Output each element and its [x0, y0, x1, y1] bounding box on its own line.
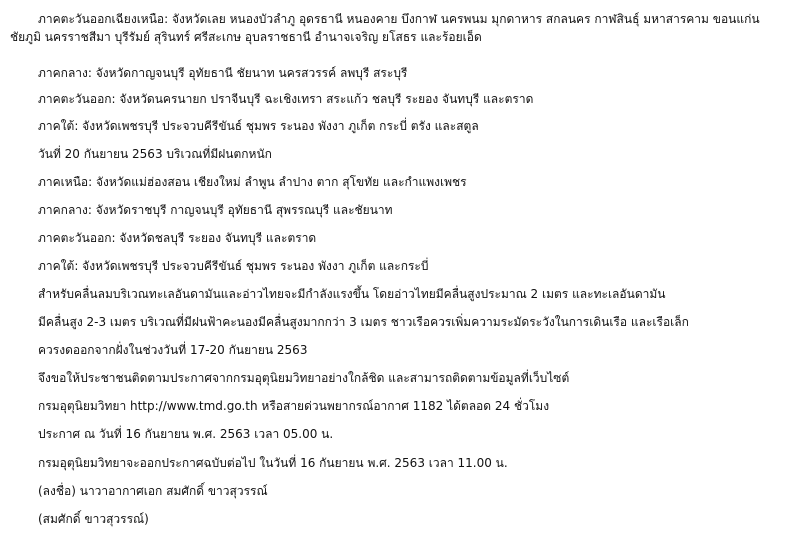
sea-wave-line-1: สำหรับคลื่นลมบริเวณทะเลอันดามันและอ่าวไทยจะมีกำลังแรงขึ้น โดยอ่าวไทยมีคลื่นสูงประมาณ 2 เมตร และทะเลอันดามัน: [38, 287, 666, 301]
region-northeast-paragraph: ภาคตะวันออกเฉียงเหนือ: จังหวัดเลย หนองบัวลำภู อุดรธานี หนองคาย บึงกาฬ นครพนม มุกดาหาร สกลนคร กาฬสินธุ์ มหาสารคาม ขอนแก่น ชัยภูมิ นครราชสีมา บุรีรัมย์ สุรินทร์ ศรีสะเกษ อุบลราชธานี อำนาจเจริญ ยโสธร และร้อยเอ็ด: [10, 12, 760, 44]
signatory-name-line: (สมศักดิ์ ขาวสุวรรณ์): [38, 512, 149, 526]
tmd-contact-line: กรมอุตุนิยมวิทยา http://www.tmd.go.th หรือสายด่วนพยากรณ์อากาศ 1182 ได้ตลอด 24 ชั่วโมง: [38, 399, 550, 413]
announcement-date-line: ประกาศ ณ วันที่ 16 กันยายน พ.ศ. 2563 เวลา 05.00 น.: [38, 427, 334, 441]
region-east-line-2: ภาคตะวันออก: จังหวัดชลบุรี ระยอง จันทบุรี และตราด: [38, 231, 317, 245]
region-south-line: ภาคใต้: จังหวัดเพชรบุรี ประจวบคีรีขันธ์ ชุมพร ระนอง พังงา ภูเก็ต กระบี่ ตรัง และสตูล: [38, 119, 479, 133]
region-south-line-2: ภาคใต้: จังหวัดเพชรบุรี ประจวบคีรีขันธ์ ชุมพร ระนอง พังงา ภูเก็ต และกระบี่: [38, 259, 429, 273]
sea-wave-line-2: มีคลื่นสูง 2-3 เมตร บริเวณที่มีฝนฟ้าคะนองมีคลื่นสูงมากกว่า 3 เมตร ชาวเรือควรเพิ่มความระมัดระวังในการเดินเรือ และเรือเล็ก: [38, 315, 689, 329]
region-north-line: ภาคเหนือ: จังหวัดแม่ฮ่องสอน เชียงใหม่ ลำพูน ลำปาง ตาก สุโขทัย และกำแพงเพชร: [38, 175, 467, 189]
region-central-line-2: ภาคกลาง: จังหวัดราชบุรี กาญจนบุรี อุทัยธานี สุพรรณบุรี และชัยนาท: [38, 203, 393, 217]
signature-line: (ลงชื่อ) นาวาอากาศเอก สมศักดิ์ ขาวสุวรรณ์: [38, 484, 268, 498]
sea-wave-line-3: ควรงดออกจากฝั่งในช่วงวันที่ 17-20 กันยายน 2563: [38, 343, 308, 357]
region-central-line: ภาคกลาง: จังหวัดกาญจนบุรี อุทัยธานี ชัยนาท นครสวรรค์ ลพบุรี สระบุรี: [38, 66, 408, 80]
follow-announcement-line: จึงขอให้ประชาชนติดตามประกาศจากกรมอุตุนิยมวิทยาอย่างใกล้ชิด และสามารถติดตามข้อมูลที่เว็บไซต์: [38, 371, 570, 385]
date-heavy-rain-heading: วันที่ 20 กันยายน 2563 บริเวณที่มีฝนตกหนัก: [38, 147, 272, 161]
next-announcement-line: กรมอุตุนิยมวิทยาจะออกประกาศฉบับต่อไป ในวันที่ 16 กันยายน พ.ศ. 2563 เวลา 11.00 น.: [38, 456, 508, 470]
region-east-line: ภาคตะวันออก: จังหวัดนครนายก ปราจีนบุรี ฉะเชิงเทรา สระแก้ว ชลบุรี ระยอง จันทบุรี และตราด: [38, 92, 534, 106]
